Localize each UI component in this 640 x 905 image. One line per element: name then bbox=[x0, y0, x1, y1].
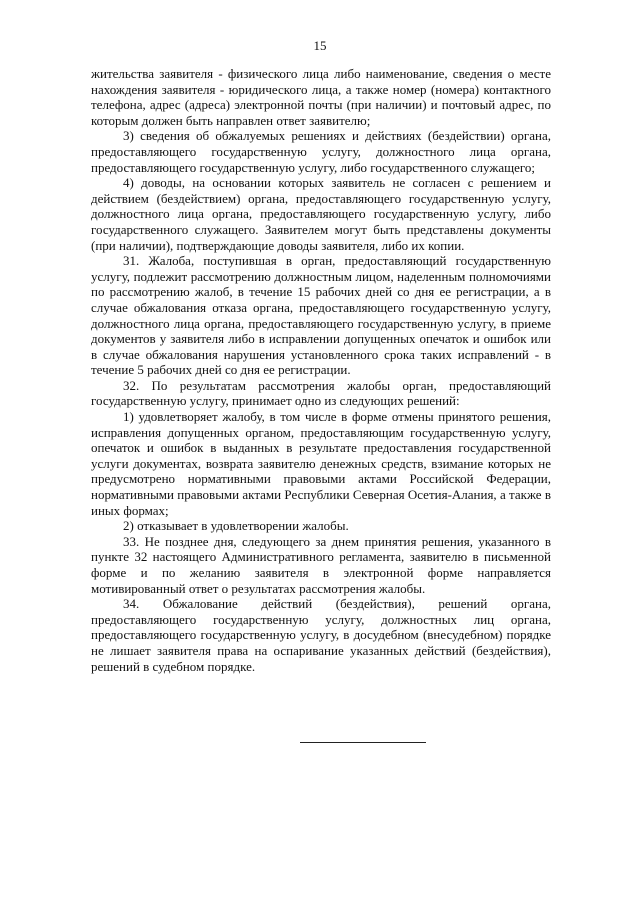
paragraph-32-item-2: 2) отказывает в удовлетворении жалобы. bbox=[123, 518, 349, 534]
paragraph-31: 31. Жалоба, поступившая в орган, предоставляющий государственную услугу, подлежит рассмотрению должностным лицом, наделенным полномочиями по рассмотрению жалоб, в течение 15 рабочих дней со дня ее регистрации, а в случае обжалования отказа органа, предоставляющего государственную услугу, должностного лица органа, предоставляющего государственную услугу, в приеме документов у заявителя либо в исправлении допущенных опечаток и ошибок или в случае обжалования нарушения установленного срока таких исправлений - в течение 5 рабочих дней со дня ее регистрации. bbox=[91, 253, 551, 378]
paragraph-32-item-1: 1) удовлетворяет жалобу, в том числе в форме отмены принятого решения, исправления допущенных органом, предоставляющим государственную услугу, опечаток и ошибок в выданных в результате предоставления государственной услуги документах, возврата заявителю денежных средств, взимание которых не предусмотрено нормативными правовыми актами Российской Федерации, нормативными правовыми актами Республики Северная Осетия-Алания, а также в иных формах; bbox=[91, 409, 551, 518]
paragraph-item-4: 4) доводы, на основании которых заявитель не согласен с решением и действием (бездействием) органа, предоставляющего государственную услугу, должностного лица органа, предоставляющего государственную услугу, либо государственного служащего. Заявителем могут быть представлены документы (при наличии), подтверждающие доводы заявителя, либо их копии. bbox=[91, 175, 551, 253]
paragraph-32: 32. По результатам рассмотрения жалобы орган, предоставляющий государственную услугу, принимает одно из следующих решений: bbox=[91, 377, 551, 409]
paragraph-contact-details: жительства заявителя - физического лица либо наименование, сведения о месте нахождения заявителя - юридического лица, а также номер (номера) контактного телефона, адрес (адреса) электронной почты (при наличии) и почтовый адрес, по которым должен быть направлен ответ заявителю; bbox=[91, 66, 551, 128]
page-number: 15 bbox=[313, 38, 327, 53]
paragraph-item-3: 3) сведения об обжалуемых решениях и действиях (бездействии) органа, предоставляющего государственную услугу, должностного лица органа, предоставляющего государственную услугу, либо государственного служащего; bbox=[91, 128, 551, 175]
paragraph-33: 33. Не позднее дня, следующего за днем принятия решения, указанного в пункте 32 настоящего Административного регламента, заявителю в письменной форме и по желанию заявителя в электронной форме направляется мотивированный ответ о результатах рассмотрения жалобы. bbox=[91, 533, 551, 596]
paragraph-34: 34. Обжалование действий (бездействия), решений органа, предоставляющего государственную услугу, должностных лиц органа, предоставляющего государственную услугу, в досудебном (внесудебном) порядке не лишает заявителя права на оспаривание указанных действий (бездействия), решений в судебном порядке. bbox=[91, 596, 551, 674]
document-body bbox=[91, 66, 551, 674]
end-separator-line bbox=[300, 742, 426, 743]
